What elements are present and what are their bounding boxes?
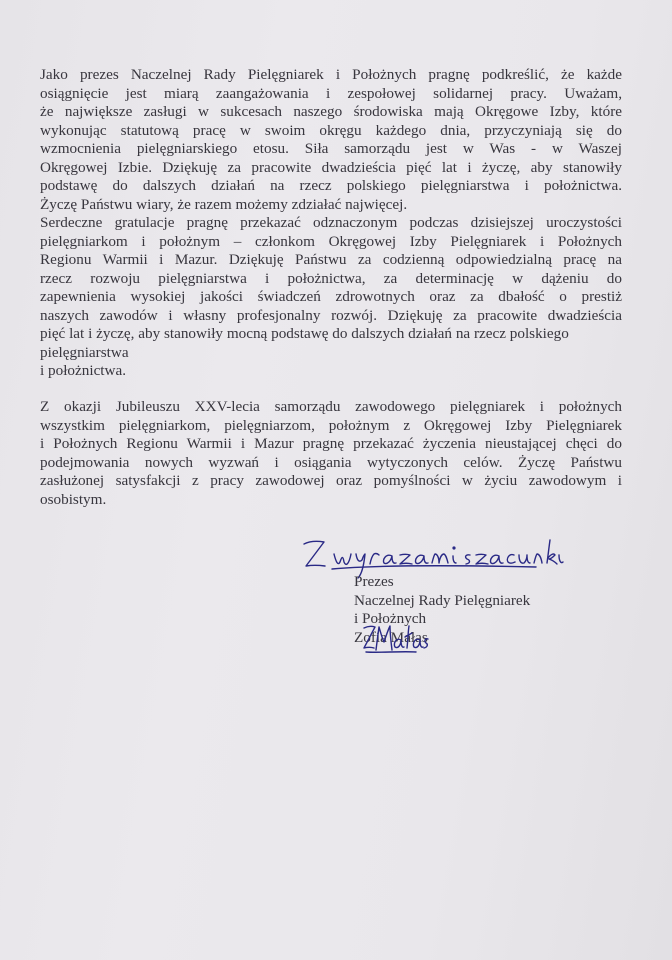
paragraph-line: Serdeczne gratulacje pragnę przekazać odznaczonym podczas dzisiejszej uroczystości [40,214,622,231]
signature-organization-cont: i Położnych [354,610,427,627]
paragraph-line: wzmocnienia pielęgniarskiego etosu. Siła samorządu jest w Was - w Waszej [40,140,622,157]
paragraph-3 [40,398,622,509]
paragraph-line: pielęgniarkom i położnym – członkom Okręgowej Izby Pielęgniarek i Położnych [40,232,622,250]
paragraph-2 [40,214,622,381]
paragraph-line: pięć lat i życzę, aby stanowiły mocną podstawę do dalszych działań na rzecz polskiego [40,325,569,342]
paragraph-line: osobistym. [40,490,107,508]
paragraph-line: zapewnienia wysokiej jakości świadczeń zdrowotnych oraz za dbałość o prestiż [40,288,622,305]
signature-organization: Naczelnej Rady Pielęgniarek [354,591,531,609]
paragraph-line: podstawę do dalszych działań na rzecz polskiego pielęgniarstwa i położnictwa. [40,177,622,194]
signature-title: Prezes [354,573,394,590]
paragraph-line: naszych zawodów i własny profesjonalny rozwój. Dziękuję za pracowite dwadzieścia [40,306,622,324]
paragraph-line: zasłużonej satysfakcji z pracy zawodowej oraz pomyślności w życiu zawodowym i [40,472,622,489]
paragraph-line: wykonując statutową pracę w swoim okręgu każdego dnia, przyczyniają się do [40,121,622,139]
paragraph-1 [40,66,622,214]
signature-name: Zofia Małas [354,628,428,646]
paragraph-line: osiągnięcie jest miarą zaangażowania i zespołowej solidarnej pracy. Uważam, [40,84,622,102]
paragraph-line: Z okazji Jubileuszu XXV-lecia samorządu zawodowego pielęgniarek i położnych [40,398,622,415]
handwritten-signature [360,622,430,663]
paragraph-line: i położnictwa. [40,362,127,379]
paragraph-line: Regionu Warmii i Mazur. Dziękuję Państwu za codzienną odpowiedzialną pracę na [40,251,622,268]
paragraph-line: wszystkim pielęgniarkom, pielęgniarzom, położnym z Okręgowej Izby Pielęgniarek [40,416,622,434]
paragraph-line: Życzę Państwu wiary, że razem możemy zdziałać najwięcej. [40,195,408,213]
paragraph-line: rzecz rozwoju pielęgniarstwa i położnictwa, za determinację w dążeniu do [40,269,622,287]
paragraph-line: podejmowania nowych wyzwań i osiągania wytyczonych celów. Życzę Państwu [40,453,622,471]
paragraph-line: Okręgowej Izbie. Dziękuję za pracowite dwadzieścia pięć lat i życzę, aby stanowiły [40,158,622,176]
paragraph-line: pielęgniarstwa [40,343,129,361]
paragraph-line: i Położnych Regionu Warmii i Mazur pragnę przekazać życzenia nieustającej chęci do [40,435,622,452]
paragraph-line: Jako prezes Naczelnej Rady Pielęgniarek i Położnych pragnę podkreślić, że każde [40,66,622,83]
paragraph-line: że największe zasługi w sukcesach naszego środowiska mają Okręgowe Izby, które [40,103,622,120]
